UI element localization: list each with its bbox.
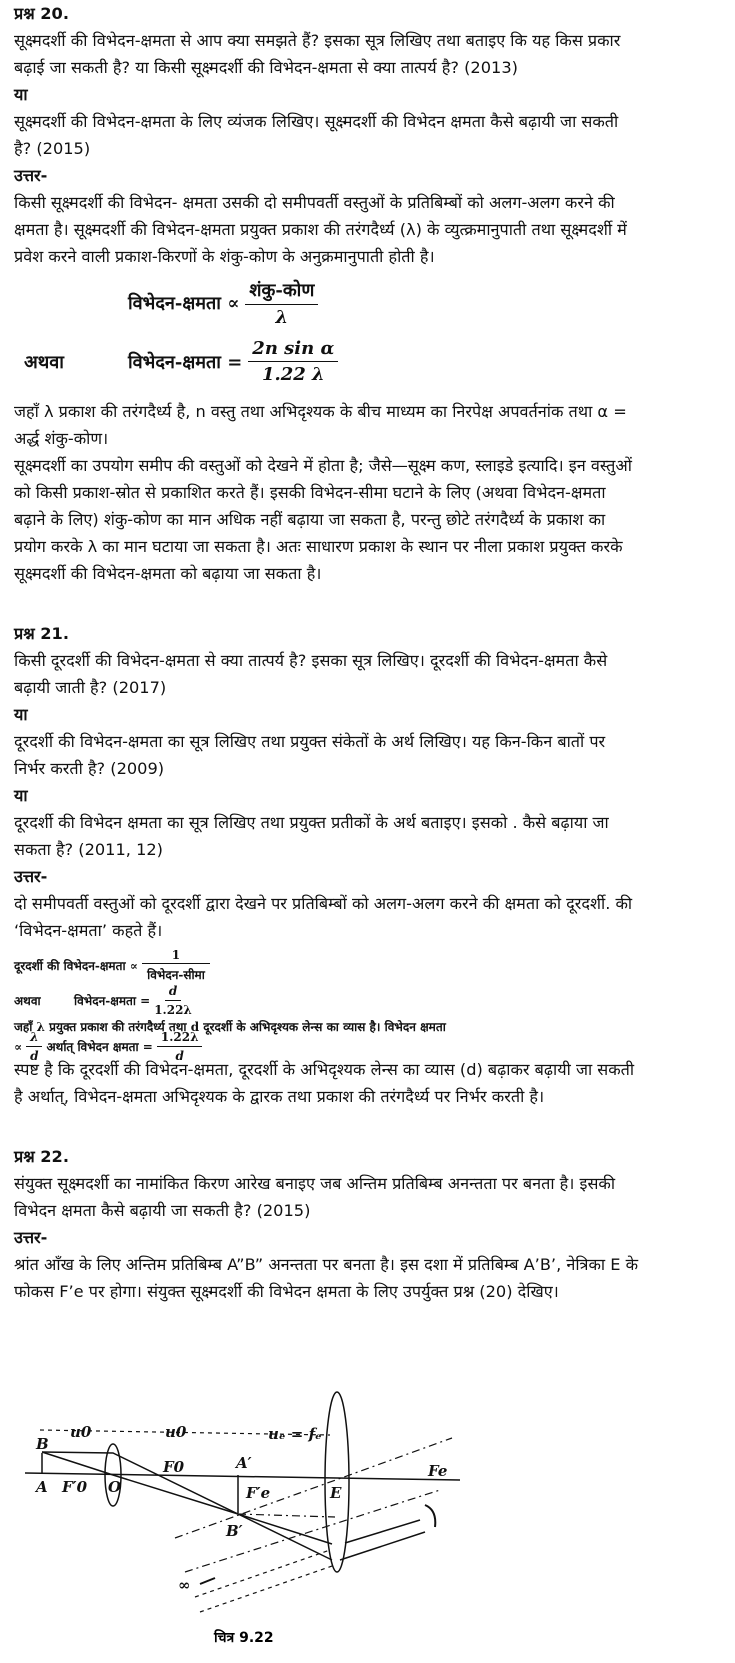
text-line: सकता है? (2011, 12) [14, 840, 163, 859]
formula-numerator-3: λ [26, 1030, 42, 1047]
text-line: क्षमता है। सूक्ष्मदर्शी की विभेदन-क्षमता प्रयुक्त प्रकाश की तरंगदैर्ध्य (λ) के व्युत्क्रमानुपाती तथा सूक्ष्मदर्शी में [14, 220, 627, 239]
formula-note: जहाँ λ प्रयुक्त प्रकाश की तरंगदैर्ध्य तथा d दूरदर्शी के अभिदृश्यक लेन्स का व्यास है। विभेदन क्षमता [14, 1020, 446, 1034]
text-line: विभेदन क्षमता कैसे बढ़ायी जा सकती है? (2015) [14, 1201, 311, 1220]
ray-2 [42, 1452, 332, 1560]
formula-denominator: λ [275, 307, 289, 328]
formula-lhs: विभेदन-क्षमता ∝ [128, 293, 240, 314]
formula-denominator-2: 1.22 λ [261, 364, 325, 385]
text-line: है? (2015) [14, 139, 91, 158]
text-line: ‘विभेदन-क्षमता’ कहते हैं। [14, 921, 163, 940]
formula-numerator-2: d [165, 984, 181, 1001]
text-line: को किसी प्रकाश-स्रोत से प्रकाशित करते हैं। इसकी विभेदन-सीमा घटाने के लिए (अथवा विभेदन-क्षमता [14, 483, 606, 502]
formula-numerator: शंकु-कोण [245, 278, 318, 305]
text-line: सूक्ष्मदर्शी का उपयोग समीप की वस्तुओं को देखने में होता है; जैसे—सूक्ष्म कण, स्लाइडे इत्यादि। इन वस्तुओं [14, 456, 632, 475]
formula-lhs-2: विभेदन-क्षमता = [74, 994, 151, 1008]
formula-denominator: विभेदन-सीमा [147, 968, 205, 982]
formula-denominator-3: d [30, 1049, 39, 1063]
telescope-resolving-power-formula [14, 944, 729, 1063]
infinity-arrow [200, 1578, 215, 1584]
text-line: निर्भर करती है? (2009) [14, 759, 165, 778]
label-u0-image: u0 [165, 1423, 187, 1441]
text-line: स्पष्ट है कि दूरदर्शी की विभेदन-क्षमता, दूरदर्शी के अभिदृश्यक लेन्स का व्यास (d) बढ़ाकर बढ़ायी जा सकती [14, 1060, 635, 1079]
text-line: दो समीपवर्ती वस्तुओं को दूरदर्शी द्वारा देखने पर प्रतिबिम्बों को अलग-अलग करने की क्षमता को दूरदर्शी. की [14, 894, 633, 913]
answer-20-paragraph-3 [14, 452, 729, 587]
eye-icon [425, 1505, 435, 1527]
answer-21-paragraph-2 [14, 1056, 729, 1110]
question-21-text-3 [14, 809, 729, 863]
text-line: बढ़ाने के लिए) शंकु-कोण का मान अधिक नहीं बढ़ाया जा सकता है, परन्तु छोटे तरंगदैर्ध्य के प्रकाश का [14, 510, 606, 529]
label-b: B [36, 1435, 49, 1453]
text-line: सूक्ष्मदर्शी की विभेदन-क्षमता के लिए व्यंजक लिखिए। सूक्ष्मदर्शी की विभेदन क्षमता कैसे बढ़ायी जा सकती [14, 112, 619, 131]
construction-line [238, 1514, 335, 1517]
formula-numerator-2: 2n sin α [248, 338, 338, 362]
label-fe: Fe [428, 1462, 448, 1480]
label-infinity: ∞ [178, 1576, 191, 1594]
text-line: प्रयोग करके λ का मान घटाया जा सकता है। अतः साधारण प्रकाश के स्थान पर नीला प्रकाश प्रयुक्त करके [14, 537, 623, 556]
formula-denominator-2: 1.22λ [154, 1003, 192, 1017]
document [14, 0, 729, 1305]
label-u0-object: u0 [70, 1423, 92, 1441]
formula-result-lhs: अर्थात् विभेदन क्षमता = [46, 1040, 153, 1054]
label-a: A [36, 1478, 48, 1496]
label-o: O [108, 1478, 122, 1496]
formula-prop: ∝ [14, 1039, 23, 1054]
text-line: बढ़ायी जाती है? (2017) [14, 678, 167, 697]
answer-22-paragraph-1 [14, 1251, 729, 1305]
text-line: अर्द्ध शंकु-कोण। [14, 429, 109, 448]
text-line: दूरदर्शी की विभेदन क्षमता का सूत्र लिखिए तथा प्रयुक्त प्रतीकों के अर्थ बताइए। इसको . कैसे बढ़ाया जा [14, 813, 609, 832]
formula-or: अथवा [24, 351, 64, 373]
text-line: बढ़ाई जा सकती है? या किसी सूक्ष्मदर्शी की विभेदन-क्षमता से क्या तात्पर्य है? (2013) [14, 58, 518, 77]
compound-microscope-ray-diagram [0, 1360, 500, 1660]
text-line: जहाँ λ प्रकाश की तरंगदैर्ध्य है, n वस्तु तथा अभिदृश्यक के बीच माध्यम का निरपेक्ष अपवर्तनांक तथा α = [14, 402, 627, 421]
label-a-prime: A′ [236, 1454, 252, 1472]
or-label: या [14, 85, 28, 104]
formula-numerator-4: 1.22λ [157, 1030, 203, 1047]
formula-lhs: दूरदर्शी की विभेदन-क्षमता ∝ [14, 959, 138, 973]
answer-20-paragraph-2 [14, 398, 729, 452]
label-f0: F0 [163, 1458, 185, 1476]
answer-20-paragraph-1 [14, 189, 729, 270]
label-e: E [330, 1484, 342, 1502]
text-line: फोकस F’e पर होगा। संयुक्त सूक्ष्मदर्शी की विभेदन क्षमता के लिए उपर्युक्त प्रश्न (20) देखिए। [14, 1282, 559, 1301]
text-line: है अर्थात्, विभेदन-क्षमता अभिदृश्यक के द्वारक तथा प्रकाश की तरंगदैर्ध्य पर निर्भर करती है। [14, 1087, 545, 1106]
emergent-ray-2 [340, 1532, 425, 1560]
label-fe-prime: F′e [246, 1484, 271, 1502]
text-line: सूक्ष्मदर्शी की विभेदन-क्षमता से आप क्या समझते हैं? इसका सूत्र लिखिए तथा बताइए कि यह किस प्रकार [14, 31, 621, 50]
formula-or: अथवा [14, 994, 41, 1008]
question-20-text-2 [14, 108, 729, 162]
answer-label: उत्तर- [14, 166, 48, 185]
or-label: या [14, 705, 28, 724]
question-22-text-1 [14, 1170, 729, 1224]
formula-numerator: 1 [142, 948, 210, 964]
question-20-text-1 [14, 27, 729, 81]
emergent-ray-1 [345, 1520, 420, 1543]
text-line: किसी दूरदर्शी की विभेदन-क्षमता से क्या तात्पर्य है? इसका सूत्र लिखिए। दूरदर्शी की विभेदन-क्षमता कैसे [14, 651, 608, 670]
answer-21-paragraph-1 [14, 890, 729, 944]
question-21-text-1 [14, 647, 729, 701]
question-22-heading: प्रश्न 22. [14, 1147, 69, 1166]
label-b-prime: B′ [226, 1522, 243, 1540]
text-line: संयुक्त सूक्ष्मदर्शी का नामांकित किरण आरेख बनाइए जब अन्तिम प्रतिबिम्ब अनन्तता पर बनता है। इसकी [14, 1174, 616, 1193]
microscope-resolving-power-formula [14, 270, 729, 398]
label-ue-fe: uₑ = fₑ [268, 1425, 322, 1443]
formula-lhs-2: विभेदन-क्षमता = [128, 351, 243, 373]
question-20-heading: प्रश्न 20. [14, 4, 69, 23]
formula-denominator-4: d [175, 1049, 184, 1063]
text-line: श्रांत आँख के लिए अन्तिम प्रतिबिम्ब A”B” अनन्तता पर बनता है। इस दशा में प्रतिबिम्ब A’B’, नेत्रिका E के [14, 1255, 639, 1274]
principal-axis [25, 1473, 460, 1480]
question-21-text-2 [14, 728, 729, 782]
label-f0-prime: F′0 [62, 1478, 88, 1496]
answer-label: उत्तर- [14, 1228, 48, 1247]
text-line: प्रवेश करने वाली प्रकाश-किरणों के शंकु-कोण के अनुक्रमानुपाती होती है। [14, 247, 435, 266]
construction-line [185, 1490, 440, 1572]
answer-label: उत्तर- [14, 867, 48, 886]
figure-caption: चित्र 9.22 [214, 1630, 274, 1646]
or-label: या [14, 786, 28, 805]
question-21-heading: प्रश्न 21. [14, 624, 69, 643]
text-line: किसी सूक्ष्मदर्शी की विभेदन- क्षमता उसकी दो समीपवर्ती वस्तुओं के प्रतिबिम्बों को अलग-अलग करने की [14, 193, 615, 212]
text-line: दूरदर्शी की विभेदन-क्षमता का सूत्र लिखिए तथा प्रयुक्त संकेतों के अर्थ लिखिए। यह किन-किन बातों पर [14, 732, 606, 751]
text-line: सूक्ष्मदर्शी की विभेदन-क्षमता को बढ़ाया जा सकता है। [14, 564, 322, 583]
